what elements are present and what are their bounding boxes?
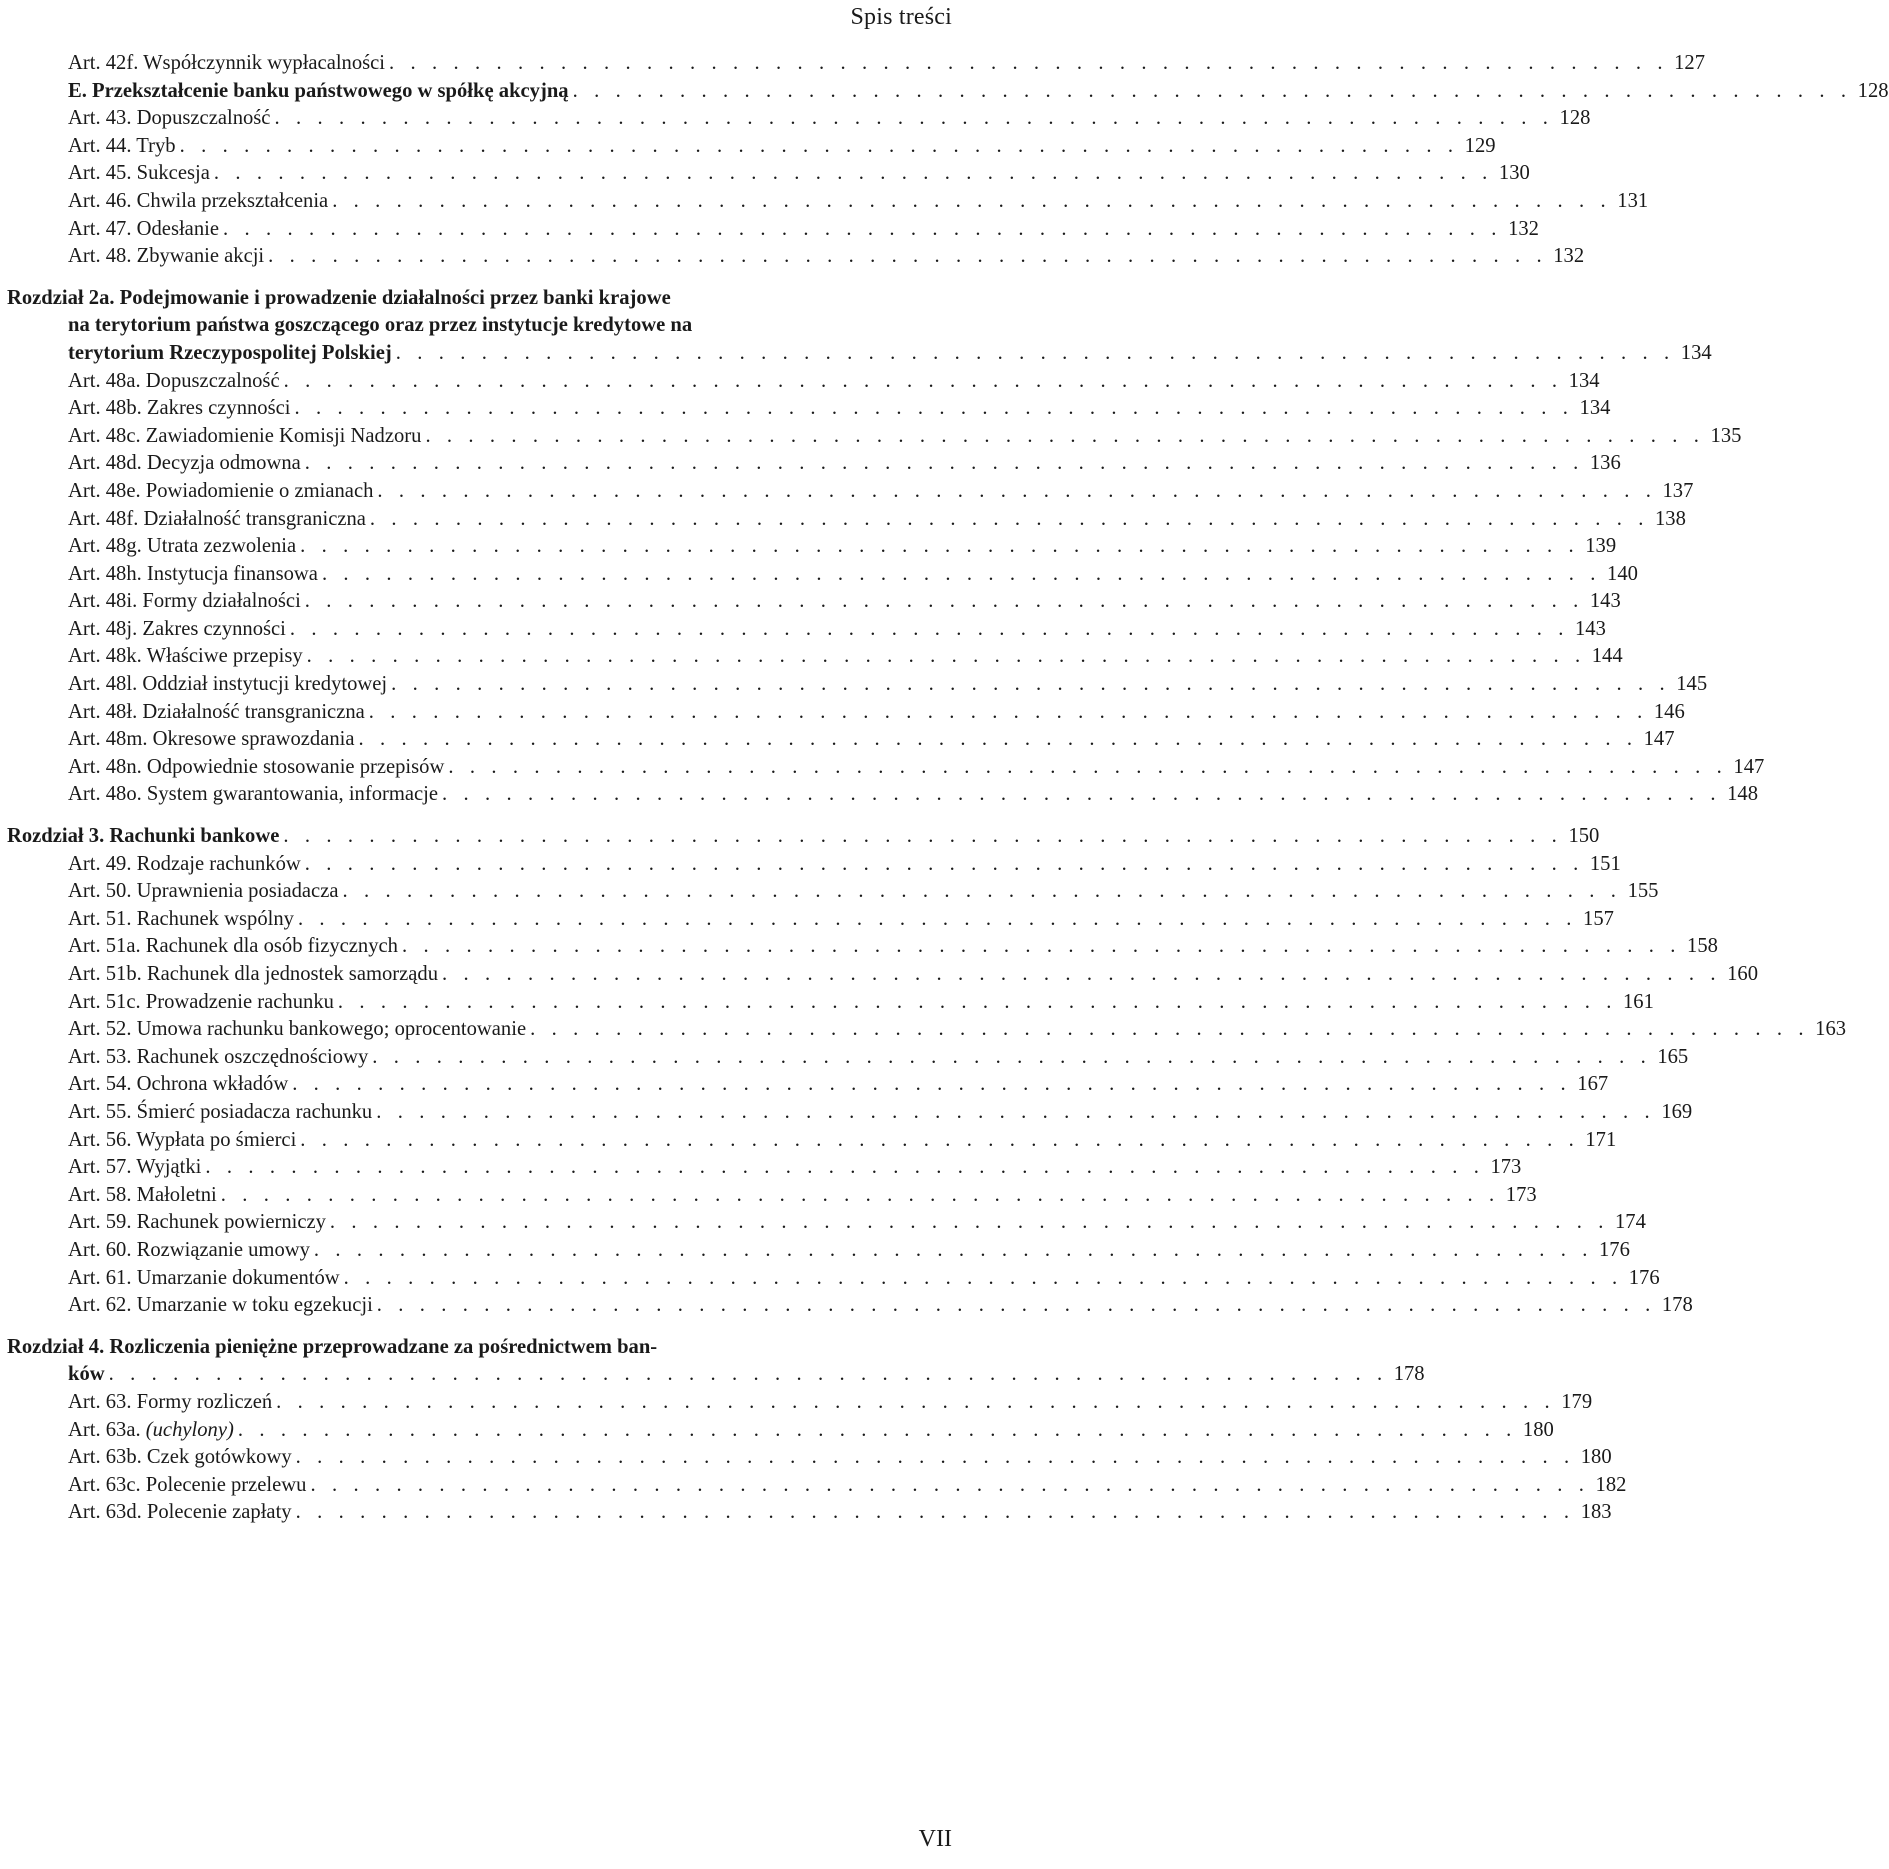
dot-leader: . . . . . . . . . . . . . . . . . . . . . . . . . . . . . . . . . . . . . . . . . . . . . . . . . . . . . . . . . . . . bbox=[313, 1238, 1593, 1261]
toc-entry bbox=[7, 243, 1585, 271]
toc-group-art-63-63d bbox=[7, 1389, 1627, 1527]
dot-leader: . . . . . . . . . . . . . . . . . . . . . . . . . . . . . . . . . . . . . . . . . . . . . . . . . . . . . . . . . . . . bbox=[274, 107, 1554, 130]
page-number: 143 bbox=[1574, 617, 1606, 640]
toc-entry-title: Art. 63d. Polecenie zapłaty bbox=[68, 1501, 292, 1524]
dot-leader: . . . . . . . . . . . . . . . . . . . . . . . . . . . . . . . . . . . . . . . . . . . . . . . . . . . . . . . . . . . . bbox=[304, 852, 1584, 875]
chapter-3-title: Rozdział 3. Rachunki bankowe bbox=[7, 825, 280, 848]
toc-entry-title: Art. 43. Dopuszczalność bbox=[68, 107, 271, 130]
dot-leader: . . . . . . . . . . . . . . . . . . . . . . . . . . . . . . . . . . . . . . . . . . . . . . . . . . . . . . . . . . . . bbox=[294, 397, 1574, 420]
toc-entry bbox=[7, 933, 1718, 961]
page-number: 147 bbox=[1643, 728, 1675, 751]
toc-entry bbox=[7, 989, 1654, 1017]
toc-entry bbox=[7, 1016, 1847, 1044]
chapter-2a-line-1: Rozdział 2a. Podejmowanie i prowadzenie działalności przez banki krajowe bbox=[7, 286, 671, 309]
page-number: 167 bbox=[1577, 1073, 1609, 1096]
toc-entry-title: Art. 48i. Formy działalności bbox=[68, 590, 301, 613]
page-number: 134 bbox=[1579, 397, 1611, 420]
toc-entry bbox=[7, 216, 1539, 244]
toc-entry-title: Art. 48d. Decyzja odmowna bbox=[68, 452, 301, 475]
page-number: 131 bbox=[1617, 189, 1649, 212]
toc-entry bbox=[7, 478, 1694, 506]
toc-entry-title: Art. 46. Chwila przekształcenia bbox=[68, 189, 329, 212]
toc-entry bbox=[7, 1099, 1693, 1127]
page-number: 139 bbox=[1585, 535, 1617, 558]
page-number: 180 bbox=[1522, 1418, 1554, 1441]
dot-leader: . . . . . . . . . . . . . . . . . . . . . . . . . . . . . . . . . . . . . . . . . . . . . . . . . . . . . . . . . . . . bbox=[332, 189, 1612, 212]
dot-leader: . . . . . . . . . . . . . . . . . . . . . . . . . . . . . . . . . . . . . . . . . . . . . . . . . . . . . . . . . . . . bbox=[295, 1501, 1575, 1524]
toc-entry bbox=[7, 643, 1623, 671]
toc-entry bbox=[7, 616, 1606, 644]
toc-entry-title: Art. 48k. Właściwe przepisy bbox=[68, 645, 303, 668]
dot-leader: . . . . . . . . . . . . . . . . . . . . . . . . . . . . . . . . . . . . . . . . . . . . . . . . . . . . . . . . . . . . bbox=[376, 1100, 1656, 1123]
dot-leader: . . . . . . . . . . . . . . . . . . . . . . . . . . . . . . . . . . . . . . . . . . . . . . . . . . . . . . . . . . . . bbox=[304, 590, 1584, 613]
chapter-4-heading bbox=[7, 1334, 1425, 1389]
toc-entry-title: Art. 51a. Rachunek dla osób fizycznych bbox=[68, 935, 398, 958]
toc-entry-title: Art. 48m. Okresowe sprawozdania bbox=[68, 728, 355, 751]
toc-entry bbox=[7, 1389, 1593, 1417]
toc-entry-title-prefix: Art. 63a. bbox=[68, 1418, 146, 1441]
toc-entry bbox=[7, 726, 1675, 754]
dot-leader: . . . . . . . . . . . . . . . . . . . . . . . . . . . . . . . . . . . . . . . . . . . . . . . . . . . . . . . . . . . . bbox=[300, 535, 1580, 558]
toc-group-art-49-62 bbox=[7, 851, 1847, 1320]
toc-entry-title: Art. 50. Uprawnienia posiadacza bbox=[68, 880, 339, 903]
dot-leader: . . . . . . . . . . . . . . . . . . . . . . . . . . . . . . . . . . . . . . . . . . . . . . . . . . . . . . . . . . . . bbox=[329, 1211, 1609, 1234]
toc-entry bbox=[7, 781, 1758, 809]
toc-entry bbox=[7, 561, 1638, 589]
page-number: 129 bbox=[1464, 134, 1496, 157]
toc-entry-title: Art. 48l. Oddział instytucji kredytowej bbox=[68, 673, 388, 696]
dot-leader: . . . . . . . . . . . . . . . . . . . . . . . . . . . . . . . . . . . . . . . . . . . . . . . . . . . . . . . . . . . . bbox=[108, 1363, 1388, 1386]
page-number: 136 bbox=[1589, 452, 1621, 475]
toc-entry-title: Art. 48h. Instytucja finansowa bbox=[68, 562, 318, 585]
page-number: 150 bbox=[1568, 825, 1600, 848]
toc-entry bbox=[7, 1417, 1554, 1445]
page-number: 148 bbox=[1727, 783, 1758, 806]
page-number: 132 bbox=[1553, 245, 1585, 268]
toc-entry bbox=[7, 1265, 1660, 1293]
toc-entry bbox=[7, 851, 1621, 879]
toc-entry bbox=[7, 671, 1708, 699]
toc-entry bbox=[7, 1499, 1612, 1527]
toc-entry-title-italic: (uchylony) bbox=[145, 1418, 234, 1441]
toc-entry bbox=[7, 1182, 1537, 1210]
dot-leader: . . . . . . . . . . . . . . . . . . . . . . . . . . . . . . . . . . . . . . . . . . . . . . . . . . . . . . . . . . . . bbox=[179, 134, 1459, 157]
toc-entry-title: E. Przekształcenie banku państwowego w spółkę akcyjną bbox=[68, 79, 569, 102]
toc-entry bbox=[7, 754, 1765, 782]
toc-entry-title: Art. 60. Rozwiązanie umowy bbox=[68, 1238, 310, 1261]
dot-leader: . . . . . . . . . . . . . . . . . . . . . . . . . . . . . . . . . . . . . . . . . . . . . . . . . . . . . . . . . . . . bbox=[205, 1156, 1485, 1179]
dot-leader: . . . . . . . . . . . . . . . . . . . . . . . . . . . . . . . . . . . . . . . . . . . . . . . . . . . . . . . . . . . . bbox=[425, 424, 1705, 447]
dot-leader: . . . . . . . . . . . . . . . . . . . . . . . . . . . . . . . . . . . . . . . . . . . . . . . . . . . . . . . . . . . . bbox=[343, 1266, 1623, 1289]
dot-leader: . . . . . . . . . . . . . . . . . . . . . . . . . . . . . . . . . . . . . . . . . . . . . . . . . . . . . . . . . . . . bbox=[292, 1073, 1572, 1096]
toc-entry bbox=[7, 961, 1758, 989]
page-number: 180 bbox=[1580, 1446, 1612, 1469]
toc-entry bbox=[7, 188, 1649, 216]
dot-leader: . . . . . . . . . . . . . . . . . . . . . . . . . . . . . . . . . . . . . . . . . . . . . . . . . . . . . . . . . . . . bbox=[283, 369, 1563, 392]
toc-entry bbox=[7, 133, 1496, 161]
toc-entry-title: Art. 53. Rachunek oszczędnościowy bbox=[68, 1045, 369, 1068]
dot-leader: . . . . . . . . . . . . . . . . . . . . . . . . . . . . . . . . . . . . . . . . . . . . . . . . . . . . . . . . . . . . bbox=[572, 79, 1852, 102]
page-number: 173 bbox=[1490, 1156, 1522, 1179]
chapter-2a-line-2: na terytorium państwa goszczącego oraz przez instytucje kredytowe na bbox=[68, 314, 693, 337]
page-number: 178 bbox=[1661, 1294, 1693, 1317]
toc-entry-title: Art. 49. Rodzaje rachunków bbox=[68, 852, 301, 875]
dot-leader: . . . . . . . . . . . . . . . . . . . . . . . . . . . . . . . . . . . . . . . . . . . . . . . . . . . . . . . . . . . . bbox=[306, 645, 1586, 668]
toc-entry-title bbox=[68, 1417, 234, 1445]
toc-entry-title: Art. 63c. Polecenie przelewu bbox=[68, 1473, 307, 1496]
toc-entry-title: Art. 48b. Zakres czynności bbox=[68, 397, 291, 420]
table-of-contents bbox=[7, 50, 1889, 1527]
page-number: 144 bbox=[1591, 645, 1623, 668]
toc-group-art-42f-48 bbox=[7, 50, 1889, 271]
toc-entry-title: Art. 61. Umarzanie dokumentów bbox=[68, 1266, 340, 1289]
chapter-2a-title-end: terytorium Rzeczypospolitej Polskiej bbox=[68, 341, 392, 364]
dot-leader: . . . . . . . . . . . . . . . . . . . . . . . . . . . . . . . . . . . . . . . . . . . . . . . . . . . . . . . . . . . . bbox=[391, 673, 1671, 696]
toc-entry-title: Art. 55. Śmierć posiadacza rachunku bbox=[68, 1100, 373, 1123]
page-number: 158 bbox=[1687, 935, 1718, 958]
dot-leader: . . . . . . . . . . . . . . . . . . . . . . . . . . . . . . . . . . . . . . . . . . . . . . . . . . . . . . . . . . . . bbox=[304, 452, 1584, 475]
dot-leader: . . . . . . . . . . . . . . . . . . . . . . . . . . . . . . . . . . . . . . . . . . . . . . . . . . . . . . . . . . . . bbox=[442, 783, 1722, 806]
toc-entry-title: Art. 51c. Prowadzenie rachunku bbox=[68, 990, 334, 1013]
toc-entry-title: Art. 51b. Rachunek dla jednostek samorządu bbox=[68, 963, 439, 985]
page-number: 146 bbox=[1653, 700, 1685, 723]
toc-entry bbox=[7, 450, 1621, 478]
chapter-4-line-2 bbox=[7, 1361, 1425, 1389]
toc-entry-title: Art. 48n. Odpowiednie stosowanie przepisów bbox=[68, 755, 445, 778]
dot-leader: . . . . . . . . . . . . . . . . . . . . . . . . . . . . . . . . . . . . . . . . . . . . . . . . . . . . . . . . . . . . bbox=[283, 825, 1563, 848]
toc-entry bbox=[7, 1444, 1612, 1472]
toc-entry bbox=[7, 50, 1705, 78]
page-number: 143 bbox=[1589, 590, 1621, 613]
dot-leader: . . . . . . . . . . . . . . . . . . . . . . . . . . . . . . . . . . . . . . . . . . . . . . . . . . . . . . . . . . . . bbox=[342, 880, 1622, 903]
page-number: 179 bbox=[1561, 1390, 1593, 1413]
toc-entry bbox=[7, 699, 1685, 727]
toc-entry bbox=[7, 1127, 1617, 1155]
toc-entry-title: Art. 44. Tryb bbox=[68, 134, 176, 157]
dot-leader: . . . . . . . . . . . . . . . . . . . . . . . . . . . . . . . . . . . . . . . . . . . . . . . . . . . . . . . . . . . . bbox=[369, 507, 1649, 530]
toc-entry bbox=[7, 78, 1889, 106]
chapter-4-line-1: Rozdział 4. Rozliczenia pieniężne przeprowadzane za pośrednictwem ban- bbox=[7, 1335, 658, 1358]
toc-entry bbox=[7, 1209, 1646, 1237]
dot-leader: . . . . . . . . . . . . . . . . . . . . . . . . . . . . . . . . . . . . . . . . . . . . . . . . . . . . . . . . . . . . bbox=[295, 1446, 1575, 1469]
page-number: 145 bbox=[1676, 673, 1708, 696]
toc-entry bbox=[7, 1044, 1689, 1072]
page-number: 134 bbox=[1680, 341, 1712, 364]
page-number: 157 bbox=[1583, 907, 1614, 930]
dot-leader: . . . . . . . . . . . . . . . . . . . . . . . . . . . . . . . . . . . . . . . . . . . . . . . . . . . . . . . . . . . . bbox=[310, 1473, 1590, 1496]
toc-entry-title: Art. 59. Rachunek powierniczy bbox=[68, 1211, 326, 1234]
toc-entry bbox=[7, 1154, 1522, 1182]
dot-leader: . . . . . . . . . . . . . . . . . . . . . . . . . . . . . . . . . . . . . . . . . . . . . . . . . . . . . . . . . . . . bbox=[220, 1183, 1500, 1206]
dot-leader: . . . . . . . . . . . . . . . . . . . . . . . . . . . . . . . . . . . . . . . . . . . . . . . . . . . . . . . . . . . . bbox=[268, 245, 1548, 268]
toc-entry bbox=[7, 160, 1530, 188]
toc-entry-title: Art. 42f. Współczynnik wypłacalności bbox=[68, 52, 386, 74]
toc-entry-title: Art. 45. Sukcesja bbox=[68, 162, 210, 185]
page-number: 183 bbox=[1580, 1501, 1612, 1524]
dot-leader: . . . . . . . . . . . . . . . . . . . . . . . . . . . . . . . . . . . . . . . . . . . . . . . . . . . . . . . . . . . . bbox=[213, 162, 1493, 185]
page-number: 128 bbox=[1857, 79, 1889, 102]
toc-entry bbox=[7, 423, 1742, 451]
toc-entry-title: Art. 48. Zbywanie akcji bbox=[68, 245, 265, 268]
dot-leader: . . . . . . . . . . . . . . . . . . . . . . . . . . . . . . . . . . . . . . . . . . . . . . . . . . . . . . . . . . . . bbox=[401, 935, 1682, 958]
toc-entry-title: Art. 48c. Zawiadomienie Komisji Nadzoru bbox=[68, 424, 422, 447]
toc-entry bbox=[7, 1237, 1630, 1265]
toc-entry-title: Art. 48g. Utrata zezwolenia bbox=[68, 535, 297, 558]
dot-leader: . . . . . . . . . . . . . . . . . . . . . . . . . . . . . . . . . . . . . . . . . . . . . . . . . . . . . . . . . . . . bbox=[276, 1390, 1556, 1413]
dot-leader: . . . . . . . . . . . . . . . . . . . . . . . . . . . . . . . . . . . . . . . . . . . . . . . . . . . . . . . . . . . . bbox=[372, 1045, 1652, 1068]
toc-entry bbox=[7, 506, 1686, 534]
toc-entry-title: Art. 54. Ochrona wkładów bbox=[68, 1073, 289, 1096]
page-number: 130 bbox=[1498, 162, 1530, 185]
toc-entry bbox=[7, 368, 1600, 396]
toc-entry-title: Art. 63b. Czek gotówkowy bbox=[68, 1446, 292, 1469]
dot-leader: . . . . . . . . . . . . . . . . . . . . . . . . . . . . . . . . . . . . . . . . . . . . . . . . . . . . . . . . . . . . bbox=[368, 700, 1648, 723]
page-number: 174 bbox=[1615, 1211, 1646, 1234]
page-number: 132 bbox=[1508, 217, 1539, 240]
page-number: 138 bbox=[1655, 507, 1686, 530]
chapter-4-title-end: ków bbox=[68, 1363, 105, 1386]
toc-entry-title: Art. 51. Rachunek wspólny bbox=[68, 907, 294, 930]
dot-leader: . . . . . . . . . . . . . . . . . . . . . . . . . . . . . . . . . . . . . . . . . . . . . . . . . . . . . . . . . . . . bbox=[321, 562, 1602, 585]
page-number: 134 bbox=[1568, 369, 1600, 392]
page-number: 171 bbox=[1585, 1128, 1617, 1151]
chapter-2a-heading bbox=[7, 285, 1712, 368]
page-number: 176 bbox=[1628, 1266, 1660, 1289]
toc-entry-title: Art. 48a. Dopuszczalność bbox=[68, 369, 280, 392]
dot-leader: . . . . . . . . . . . . . . . . . . . . . . . . . . . . . . . . . . . . . . . . . . . . . . . . . . . . . . . . . . . . bbox=[376, 1294, 1656, 1317]
toc-group-art-48a-48o bbox=[7, 368, 1765, 810]
page-number: 178 bbox=[1393, 1363, 1425, 1386]
page-number: 151 bbox=[1589, 852, 1621, 875]
dot-leader: . . . . . . . . . . . . . . . . . . . . . . . . . . . . . . . . . . . . . . . . . . . . . . . . . . . . . . . . . . . . bbox=[337, 990, 1617, 1013]
toc-entry bbox=[7, 395, 1611, 423]
toc-entry bbox=[7, 105, 1591, 133]
page-number: 165 bbox=[1657, 1045, 1689, 1068]
dot-leader: . . . . . . . . . . . . . . . . . . . . . . . . . . . . . . . . . . . . . . . . . . . . . . . . . . . . . . . . . . . . bbox=[442, 963, 1722, 985]
dot-leader: . . . . . . . . . . . . . . . . . . . . . . . . . . . . . . . . . . . . . . . . . . . . . . . . . . . . . . . . . . . . bbox=[358, 728, 1638, 751]
dot-leader: . . . . . . . . . . . . . . . . . . . . . . . . . . . . . . . . . . . . . . . . . . . . . . . . . . . . . . . . . . . . bbox=[377, 479, 1657, 502]
toc-entry-title: Art. 48f. Działalność transgraniczna bbox=[68, 507, 366, 530]
dot-leader: . . . . . . . . . . . . . . . . . . . . . . . . . . . . . . . . . . . . . . . . . . . . . . . . . . . . . . . . . . . . bbox=[389, 52, 1669, 74]
dot-leader: . . . . . . . . . . . . . . . . . . . . . . . . . . . . . . . . . . . . . . . . . . . . . . . . . . . . . . . . . . . . bbox=[289, 617, 1569, 640]
toc-entry-title: Art. 52. Umowa rachunku bankowego; oprocentowanie bbox=[68, 1018, 527, 1041]
toc-entry-title: Art. 58. Małoletni bbox=[68, 1183, 217, 1206]
page-number: 163 bbox=[1815, 1018, 1847, 1041]
dot-leader: . . . . . . . . . . . . . . . . . . . . . . . . . . . . . . . . . . . . . . . . . . . . . . . . . . . . . . . . . . . . bbox=[448, 755, 1728, 778]
page-number: 135 bbox=[1710, 424, 1742, 447]
dot-leader: . . . . . . . . . . . . . . . . . . . . . . . . . . . . . . . . . . . . . . . . . . . . . . . . . . . . . . . . . . . . bbox=[530, 1018, 1810, 1041]
page-number: 127 bbox=[1674, 52, 1705, 74]
toc-entry-title: Art. 47. Odesłanie bbox=[68, 217, 219, 240]
toc-entry-title: Art. 48e. Powiadomienie o zmianach bbox=[68, 479, 374, 502]
toc-entry-title: Art. 48j. Zakres czynności bbox=[68, 617, 286, 640]
page-number: 137 bbox=[1662, 479, 1694, 502]
page-number: 128 bbox=[1559, 107, 1591, 130]
toc-entry-title: Art. 62. Umarzanie w toku egzekucji bbox=[68, 1294, 373, 1317]
page-number: 169 bbox=[1661, 1100, 1693, 1123]
chapter-2a-line-3 bbox=[7, 340, 1712, 368]
page-number: 140 bbox=[1607, 562, 1638, 585]
page-number: 161 bbox=[1623, 990, 1654, 1013]
chapter-3-heading bbox=[7, 823, 1600, 851]
toc-entry bbox=[7, 1071, 1609, 1099]
page-folio: VII bbox=[918, 1826, 952, 1852]
page-number: 176 bbox=[1599, 1238, 1630, 1261]
dot-leader: . . . . . . . . . . . . . . . . . . . . . . . . . . . . . . . . . . . . . . . . . . . . . . . . . . . . . . . . . . . . bbox=[395, 341, 1675, 364]
toc-entry-title: Art. 48ł. Działalność transgraniczna bbox=[68, 700, 365, 723]
dot-leader: . . . . . . . . . . . . . . . . . . . . . . . . . . . . . . . . . . . . . . . . . . . . . . . . . . . . . . . . . . . . bbox=[300, 1128, 1580, 1151]
toc-entry-title: Art. 57. Wyjątki bbox=[68, 1156, 202, 1179]
page-number: 182 bbox=[1595, 1473, 1627, 1496]
toc-entry-title: Art. 63. Formy rozliczeń bbox=[68, 1390, 273, 1413]
toc-entry bbox=[7, 1472, 1627, 1500]
dot-leader: . . . . . . . . . . . . . . . . . . . . . . . . . . . . . . . . . . . . . . . . . . . . . . . . . . . . . . . . . . . . bbox=[222, 217, 1503, 240]
toc-entry bbox=[7, 588, 1621, 616]
running-head: Spis treści bbox=[850, 4, 952, 30]
toc-entry bbox=[7, 533, 1617, 561]
toc-entry bbox=[7, 1292, 1693, 1320]
toc-entry bbox=[7, 878, 1659, 906]
page-number: 160 bbox=[1727, 963, 1758, 985]
dot-leader: . . . . . . . . . . . . . . . . . . . . . . . . . . . . . . . . . . . . . . . . . . . . . . . . . . . . . . . . . . . . bbox=[237, 1418, 1517, 1441]
toc-entry bbox=[7, 906, 1614, 934]
page-number: 173 bbox=[1505, 1183, 1537, 1206]
page-number: 147 bbox=[1733, 755, 1765, 778]
toc-entry-title: Art. 48o. System gwarantowania, informacje bbox=[68, 783, 439, 806]
dot-leader: . . . . . . . . . . . . . . . . . . . . . . . . . . . . . . . . . . . . . . . . . . . . . . . . . . . . . . . . . . . . bbox=[297, 907, 1578, 930]
page-number: 155 bbox=[1627, 880, 1659, 903]
toc-entry-title: Art. 56. Wypłata po śmierci bbox=[68, 1128, 297, 1151]
